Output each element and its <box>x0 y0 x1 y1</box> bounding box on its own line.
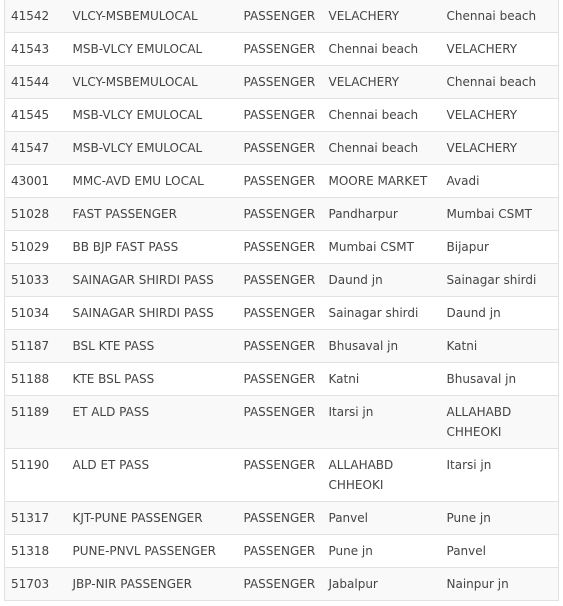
origin-station-cell: Chennai beach <box>323 33 441 66</box>
destination-station-cell: Mumbai CSMT <box>441 198 559 231</box>
train-number-cell: 51028 <box>5 198 67 231</box>
train-type-cell: PASSENGER <box>238 198 323 231</box>
origin-station-cell: ALLAHABD CHHEOKI <box>323 449 441 502</box>
train-name-cell: BSL KTE PASS <box>67 330 238 363</box>
train-number-cell: 41544 <box>5 66 67 99</box>
table-row <box>5 33 559 66</box>
origin-station-cell: Jabalpur <box>323 568 441 601</box>
origin-station-cell: Chennai beach <box>323 99 441 132</box>
destination-station-cell: Bhusaval jn <box>441 363 559 396</box>
train-name-cell: KJT-PUNE PASSENGER <box>67 502 238 535</box>
table-row <box>5 535 559 568</box>
origin-station-cell: VELACHERY <box>323 66 441 99</box>
train-name-cell: ALD ET PASS <box>67 449 238 502</box>
table-row <box>5 363 559 396</box>
train-type-cell: PASSENGER <box>238 502 323 535</box>
train-name-cell: SAINAGAR SHIRDI PASS <box>67 297 238 330</box>
train-number-cell: 51034 <box>5 297 67 330</box>
train-name-cell: MSB-VLCY EMULOCAL <box>67 99 238 132</box>
table-row <box>5 449 559 502</box>
train-type-cell: PASSENGER <box>238 330 323 363</box>
train-type-cell: PASSENGER <box>238 231 323 264</box>
train-type-cell: PASSENGER <box>238 0 323 33</box>
train-number-cell: 51187 <box>5 330 67 363</box>
train-type-cell: PASSENGER <box>238 535 323 568</box>
train-type-cell: PASSENGER <box>238 297 323 330</box>
destination-station-cell: Daund jn <box>441 297 559 330</box>
train-type-cell: PASSENGER <box>238 568 323 601</box>
train-name-cell: SAINAGAR SHIRDI PASS <box>67 264 238 297</box>
origin-station-cell: Sainagar shirdi <box>323 297 441 330</box>
table-row <box>5 231 559 264</box>
train-number-cell: 41543 <box>5 33 67 66</box>
train-name-cell: ET ALD PASS <box>67 396 238 449</box>
train-number-cell: 43001 <box>5 165 67 198</box>
table-row <box>5 568 559 601</box>
table-row <box>5 0 559 33</box>
train-name-cell: VLCY-MSBEMULOCAL <box>67 66 238 99</box>
train-number-cell: 41545 <box>5 99 67 132</box>
train-number-cell: 51703 <box>5 568 67 601</box>
train-number-cell: 51029 <box>5 231 67 264</box>
train-type-cell: PASSENGER <box>238 449 323 502</box>
origin-station-cell: Katni <box>323 363 441 396</box>
table-row <box>5 502 559 535</box>
destination-station-cell: VELACHERY <box>441 99 559 132</box>
destination-station-cell: Panvel <box>441 535 559 568</box>
train-name-cell: MSB-VLCY EMULOCAL <box>67 33 238 66</box>
table-row <box>5 297 559 330</box>
origin-station-cell: VELACHERY <box>323 0 441 33</box>
origin-station-cell: Pune jn <box>323 535 441 568</box>
table-row <box>5 99 559 132</box>
train-number-cell: 51318 <box>5 535 67 568</box>
train-number-cell: 51033 <box>5 264 67 297</box>
origin-station-cell: Pandharpur <box>323 198 441 231</box>
train-name-cell: MMC-AVD EMU LOCAL <box>67 165 238 198</box>
train-name-cell: PUNE-PNVL PASSENGER <box>67 535 238 568</box>
train-number-cell: 41547 <box>5 132 67 165</box>
destination-station-cell: Avadi <box>441 165 559 198</box>
destination-station-cell: Itarsi jn <box>441 449 559 502</box>
origin-station-cell: Daund jn <box>323 264 441 297</box>
destination-station-cell: VELACHERY <box>441 132 559 165</box>
train-type-cell: PASSENGER <box>238 264 323 297</box>
origin-station-cell: Mumbai CSMT <box>323 231 441 264</box>
train-number-cell: 51190 <box>5 449 67 502</box>
destination-station-cell: Bijapur <box>441 231 559 264</box>
table-row <box>5 198 559 231</box>
origin-station-cell: Chennai beach <box>323 132 441 165</box>
destination-station-cell: Chennai beach <box>441 66 559 99</box>
train-list-body <box>5 0 559 601</box>
origin-station-cell: Bhusaval jn <box>323 330 441 363</box>
train-number-cell: 51188 <box>5 363 67 396</box>
origin-station-cell: MOORE MARKET <box>323 165 441 198</box>
train-name-cell: VLCY-MSBEMULOCAL <box>67 0 238 33</box>
table-row <box>5 165 559 198</box>
destination-station-cell: VELACHERY <box>441 33 559 66</box>
train-name-cell: FAST PASSENGER <box>67 198 238 231</box>
train-type-cell: PASSENGER <box>238 165 323 198</box>
table-row <box>5 330 559 363</box>
destination-station-cell: ALLAHABD CHHEOKI <box>441 396 559 449</box>
train-type-cell: PASSENGER <box>238 33 323 66</box>
train-name-cell: BB BJP FAST PASS <box>67 231 238 264</box>
train-number-cell: 51189 <box>5 396 67 449</box>
train-name-cell: MSB-VLCY EMULOCAL <box>67 132 238 165</box>
table-row <box>5 396 559 449</box>
train-type-cell: PASSENGER <box>238 396 323 449</box>
destination-station-cell: Chennai beach <box>441 0 559 33</box>
destination-station-cell: Nainpur jn <box>441 568 559 601</box>
table-row <box>5 132 559 165</box>
train-type-cell: PASSENGER <box>238 132 323 165</box>
table-row <box>5 66 559 99</box>
train-number-cell: 41542 <box>5 0 67 33</box>
train-name-cell: JBP-NIR PASSENGER <box>67 568 238 601</box>
destination-station-cell: Sainagar shirdi <box>441 264 559 297</box>
destination-station-cell: Pune jn <box>441 502 559 535</box>
table-row <box>5 264 559 297</box>
origin-station-cell: Itarsi jn <box>323 396 441 449</box>
train-type-cell: PASSENGER <box>238 99 323 132</box>
train-name-cell: KTE BSL PASS <box>67 363 238 396</box>
train-type-cell: PASSENGER <box>238 363 323 396</box>
train-list-table <box>4 0 559 601</box>
train-type-cell: PASSENGER <box>238 66 323 99</box>
destination-station-cell: Katni <box>441 330 559 363</box>
origin-station-cell: Panvel <box>323 502 441 535</box>
train-number-cell: 51317 <box>5 502 67 535</box>
